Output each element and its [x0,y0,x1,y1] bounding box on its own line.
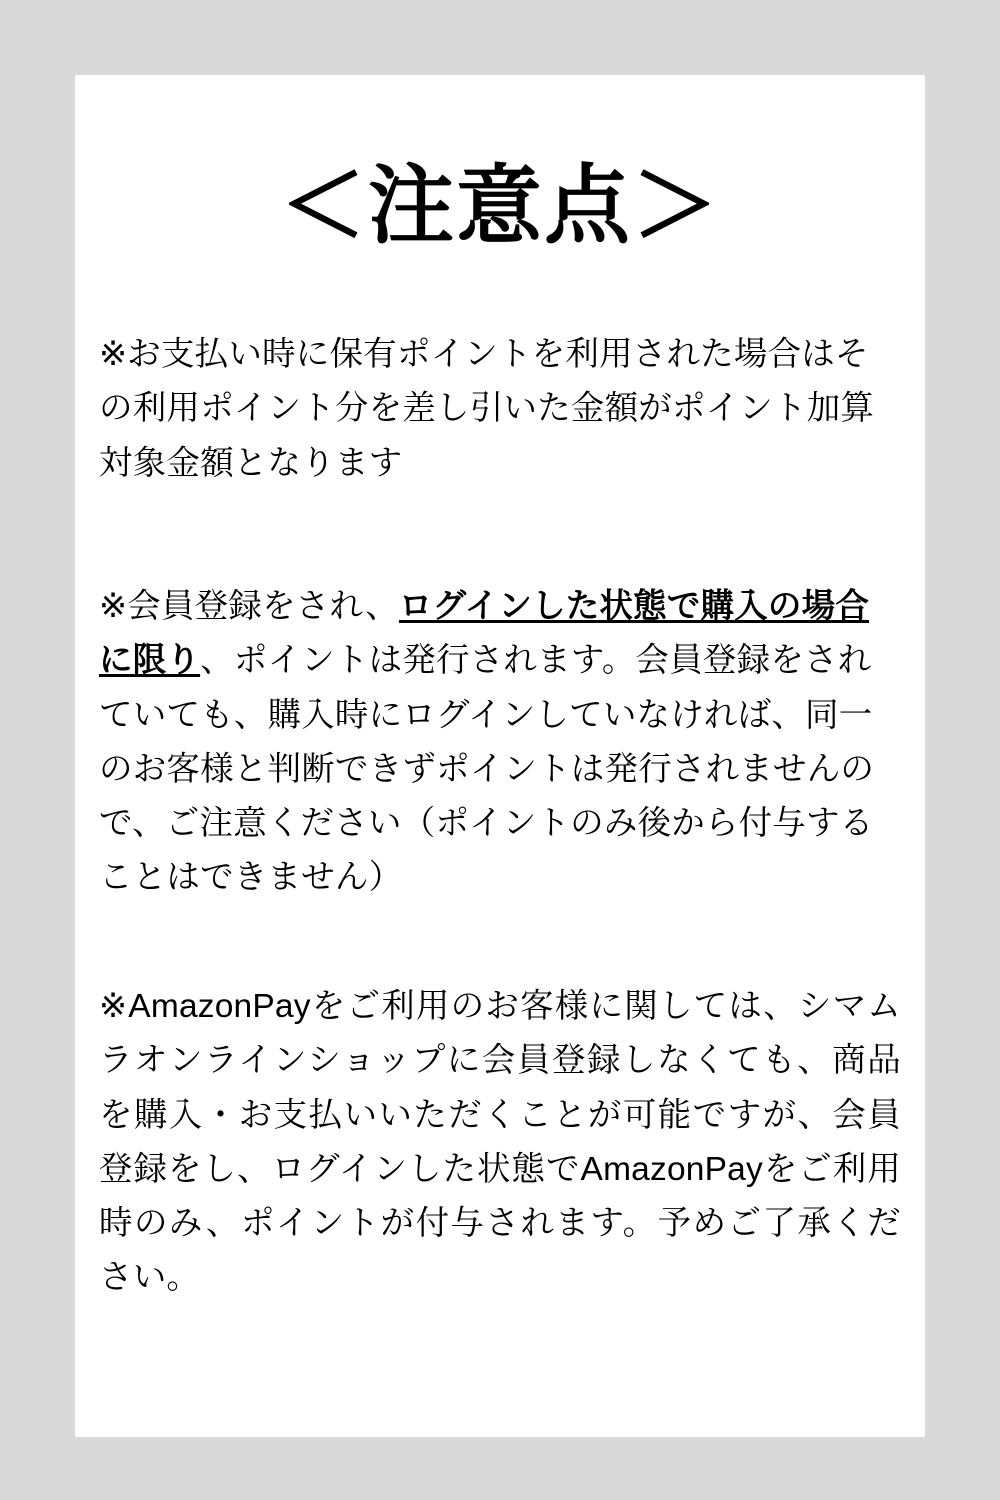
paragraph-login-required [99,580,901,906]
paragraph-amazonpay-text: ※AmazonPayをご利用のお客様に関しては、シマムラオンラインショップに会員登録しなくても、商品を購入・お支払いいただくことが可能ですが、会員登録をし、ログインした状態でAmazonPayをご利用時のみ、ポイントが付与されます。予めご了承ください。 [99,988,901,1297]
paragraph-points-deduction-text: ※お支払い時に保有ポイントを利用された場合はその利用ポイント分を差し引いた金額がポイント加算対象金額となります [99,336,875,482]
paragraph-login-required-lead: ※会員登録をされ、 [99,588,399,625]
paragraph-amazonpay [99,980,901,1306]
notice-page [75,75,925,1437]
paragraph-login-required-rest: 、ポイントは発行されます。会員登録をされていても、購入時にログインしていなければ、同一のお客様と判断できずポイントは発行されませんので、ご注意ください（ポイントのみ後から付与することはできません） [99,642,875,897]
paragraph-points-deduction [99,328,901,491]
page-title: ＜注意点＞ [280,156,720,256]
paragraph-login-required-emphasis: ログインした状態で購入の場合に限り [99,588,870,680]
